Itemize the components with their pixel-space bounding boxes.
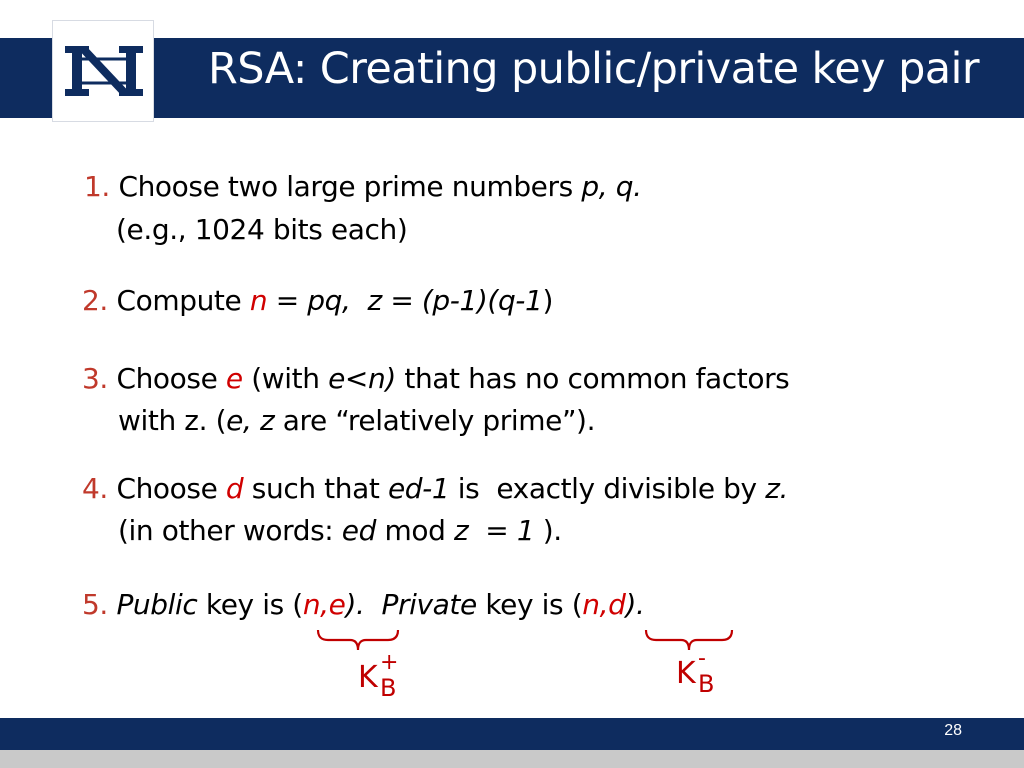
step-text: Compute — [116, 284, 250, 317]
private-key-label — [676, 646, 716, 700]
step-number: 5. — [82, 588, 108, 621]
step-text: is exactly divisible by — [449, 472, 766, 505]
step-text: Choose two large prime numbers — [118, 170, 582, 203]
step-1-line-2: (e.g., 1024 bits each) — [116, 213, 408, 246]
step-text: key is ( — [197, 588, 303, 621]
step-text: such that — [243, 472, 388, 505]
key-subscript: B — [380, 674, 397, 702]
step-text: = 1 — [468, 514, 535, 547]
private-key-brace-icon — [644, 628, 734, 654]
footer-bar — [0, 718, 1024, 750]
step-text: n,d — [582, 588, 626, 621]
public-key-label — [358, 650, 399, 704]
step-text: Public — [116, 588, 198, 621]
step-text: = — [267, 284, 308, 317]
key-letter: K — [358, 660, 378, 695]
step-number: 2. — [82, 284, 108, 317]
step-text: ed — [341, 514, 376, 547]
step-text: with z. ( — [118, 404, 227, 437]
step-text: that has no common factors — [395, 362, 790, 395]
step-text: d — [225, 472, 244, 505]
step-5-line-1 — [82, 588, 645, 621]
step-text: e — [225, 362, 243, 395]
footer-stripe — [0, 750, 1024, 768]
step-2-line-1 — [82, 284, 553, 317]
step-text: pq, — [307, 284, 351, 317]
step-number: 1. — [84, 170, 110, 203]
university-logo — [52, 20, 154, 122]
step-text: (with — [242, 362, 329, 395]
step-text: mod — [376, 514, 454, 547]
step-text: (in other words: — [118, 514, 342, 547]
step-text: e, z — [226, 404, 275, 437]
step-3-line-1 — [82, 362, 789, 395]
step-text: ). — [534, 514, 562, 547]
step-text: ) — [542, 284, 553, 317]
step-text: Choose — [116, 472, 226, 505]
key-subscript: B — [698, 670, 715, 698]
step-1-line-1 — [84, 170, 642, 203]
step-text: key is ( — [476, 588, 583, 621]
step-text: are “relatively prime”). — [274, 404, 596, 437]
step-text: ). — [345, 588, 382, 621]
step-text: z. — [765, 472, 789, 505]
step-4-line-2 — [118, 514, 562, 547]
step-text: n,e — [302, 588, 346, 621]
step-text: n — [249, 284, 268, 317]
step-text: z = (p-1)(q-1 — [367, 284, 543, 317]
step-text: Choose — [116, 362, 226, 395]
step-text: e<n) — [328, 362, 396, 395]
step-text: ). — [625, 588, 645, 621]
step-number: 4. — [82, 472, 108, 505]
step-3-line-2 — [118, 404, 595, 437]
step-number: 3. — [82, 362, 108, 395]
svg-text:N: N — [103, 116, 105, 117]
key-letter: K — [676, 656, 696, 691]
key-superscript: - — [698, 646, 706, 671]
step-text: z — [453, 514, 469, 547]
step-4-line-1 — [82, 472, 788, 505]
step-text: p, q. — [581, 170, 642, 203]
step-text: ed-1 — [387, 472, 450, 505]
logo-n-icon — [53, 21, 155, 123]
key-superscript: + — [380, 650, 399, 675]
step-text: Private — [381, 588, 477, 621]
page-number: 28 — [944, 722, 962, 739]
step-text — [351, 284, 368, 317]
slide-title: RSA: Creating public/private key pair — [208, 44, 979, 94]
